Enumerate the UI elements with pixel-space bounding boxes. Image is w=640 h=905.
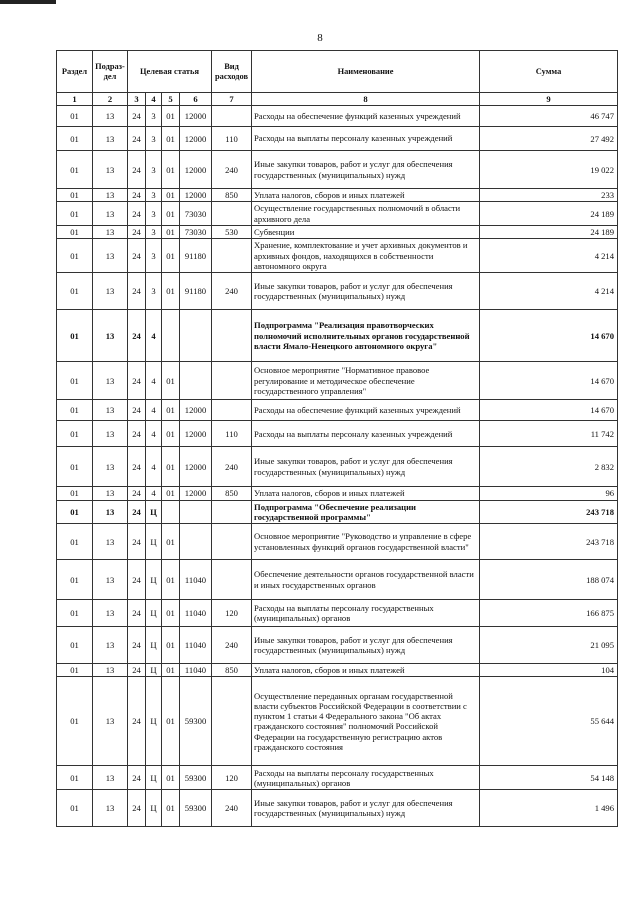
name-cell: Осуществление государственных полномочий в области архивного дела [252,202,480,226]
header-razdel: Раздел [57,51,93,93]
event-cell: 01 [162,106,180,127]
sum-cell: 233 [480,189,618,202]
event-cell: 01 [162,202,180,226]
event-cell: 01 [162,239,180,273]
event-cell: 01 [162,524,180,560]
sum-cell: 46 747 [480,106,618,127]
direction-cell: 11040 [180,560,212,600]
expense-type-cell [212,677,252,766]
razdel-cell: 01 [57,627,93,664]
event-cell: 01 [162,766,180,790]
event-cell: 01 [162,151,180,189]
razdel-cell: 01 [57,500,93,524]
expense-type-cell: 240 [212,151,252,189]
direction-cell: 59300 [180,677,212,766]
podrazdel-cell: 13 [93,487,128,500]
budget-table [56,50,618,827]
event-cell: 01 [162,362,180,400]
sum-cell: 19 022 [480,151,618,189]
direction-cell: 91180 [180,273,212,310]
subprogram-cell: Ц [146,524,162,560]
sum-cell: 188 074 [480,560,618,600]
expense-type-cell: 240 [212,447,252,487]
razdel-cell: 01 [57,400,93,421]
podrazdel-cell: 13 [93,560,128,600]
direction-cell [180,310,212,362]
event-cell: 01 [162,273,180,310]
table-row [57,664,618,677]
podrazdel-cell: 13 [93,127,128,151]
podrazdel-cell: 13 [93,225,128,238]
header-target: Целевая статья [128,51,212,93]
name-cell: Подпрограмма "Реализация правотворческих полномочий исполнительных органов государственной власти Ямало-Ненецкого автономного округа" [252,310,480,362]
event-cell [162,500,180,524]
program-cell: 24 [128,202,146,226]
subprogram-cell: 4 [146,362,162,400]
razdel-cell: 01 [57,362,93,400]
name-cell: Основное мероприятие "Руководство и управление в сфере установленных функций органов государственной власти" [252,524,480,560]
direction-cell: 11040 [180,600,212,627]
program-cell: 24 [128,151,146,189]
event-cell: 01 [162,447,180,487]
col-index: 7 [212,93,252,106]
program-cell: 24 [128,127,146,151]
podrazdel-cell: 13 [93,664,128,677]
sum-cell: 55 644 [480,677,618,766]
podrazdel-cell: 13 [93,790,128,827]
direction-cell: 12000 [180,421,212,447]
name-cell: Расходы на обеспечение функций казенных учреждений [252,106,480,127]
podrazdel-cell: 13 [93,310,128,362]
expense-type-cell [212,202,252,226]
direction-cell: 73030 [180,225,212,238]
expense-type-cell: 530 [212,225,252,238]
subprogram-cell: 3 [146,239,162,273]
direction-cell: 59300 [180,790,212,827]
expense-type-cell [212,500,252,524]
col-index: 4 [146,93,162,106]
table-row [57,189,618,202]
expense-type-cell [212,239,252,273]
name-cell: Иные закупки товаров, работ и услуг для обеспечения государственных (муниципальных) нужд [252,447,480,487]
program-cell: 24 [128,225,146,238]
podrazdel-cell: 13 [93,151,128,189]
direction-cell [180,362,212,400]
subprogram-cell: Ц [146,560,162,600]
table-row [57,273,618,310]
razdel-cell: 01 [57,151,93,189]
col-index: 8 [252,93,480,106]
direction-cell: 12000 [180,106,212,127]
name-cell: Расходы на выплаты персоналу государственных (муниципальных) органов [252,600,480,627]
name-cell: Расходы на обеспечение функций казенных учреждений [252,400,480,421]
sum-cell: 96 [480,487,618,500]
event-cell: 01 [162,421,180,447]
sum-cell: 54 148 [480,766,618,790]
razdel-cell: 01 [57,560,93,600]
subprogram-cell: 3 [146,273,162,310]
subprogram-cell: Ц [146,677,162,766]
razdel-cell: 01 [57,189,93,202]
direction-cell: 12000 [180,151,212,189]
expense-type-cell: 120 [212,600,252,627]
razdel-cell: 01 [57,600,93,627]
podrazdel-cell: 13 [93,189,128,202]
subprogram-cell: Ц [146,627,162,664]
direction-cell: 91180 [180,239,212,273]
program-cell: 24 [128,400,146,421]
sum-cell: 24 189 [480,202,618,226]
subprogram-cell: Ц [146,790,162,827]
podrazdel-cell: 13 [93,627,128,664]
event-cell: 01 [162,400,180,421]
event-cell [162,310,180,362]
expense-type-cell [212,362,252,400]
direction-cell: 12000 [180,400,212,421]
razdel-cell: 01 [57,202,93,226]
program-cell: 24 [128,487,146,500]
table-row [57,560,618,600]
podrazdel-cell: 13 [93,362,128,400]
subprogram-cell: 3 [146,127,162,151]
expense-type-cell: 240 [212,627,252,664]
program-cell: 24 [128,421,146,447]
sum-cell: 11 742 [480,421,618,447]
razdel-cell: 01 [57,524,93,560]
expense-type-cell [212,524,252,560]
top-edge-mark [0,0,56,4]
podrazdel-cell: 13 [93,677,128,766]
razdel-cell: 01 [57,239,93,273]
name-cell: Основное мероприятие "Нормативное правовое регулирование и методическое обеспечение государственного управления" [252,362,480,400]
table-row [57,524,618,560]
name-cell: Уплата налогов, сборов и иных платежей [252,189,480,202]
table-row [57,362,618,400]
sum-cell: 27 492 [480,127,618,151]
sum-cell: 14 670 [480,400,618,421]
program-cell: 24 [128,524,146,560]
header-row [57,51,618,93]
podrazdel-cell: 13 [93,524,128,560]
program-cell: 24 [128,766,146,790]
razdel-cell: 01 [57,664,93,677]
subprogram-cell: 3 [146,225,162,238]
col-index: 1 [57,93,93,106]
sum-cell: 166 875 [480,600,618,627]
program-cell: 24 [128,447,146,487]
direction-cell: 73030 [180,202,212,226]
col-index: 9 [480,93,618,106]
table-row [57,500,618,524]
razdel-cell: 01 [57,766,93,790]
subprogram-cell: Ц [146,600,162,627]
expense-type-cell: 850 [212,487,252,500]
table-row [57,677,618,766]
expense-type-cell [212,560,252,600]
col-index: 5 [162,93,180,106]
event-cell: 01 [162,677,180,766]
subprogram-cell: 3 [146,151,162,189]
event-cell: 01 [162,627,180,664]
program-cell: 24 [128,362,146,400]
name-cell: Расходы на выплаты персоналу государственных (муниципальных) органов [252,766,480,790]
sum-cell: 4 214 [480,273,618,310]
expense-type-cell: 240 [212,790,252,827]
table-row [57,151,618,189]
direction-cell: 11040 [180,664,212,677]
program-cell: 24 [128,627,146,664]
event-cell: 01 [162,560,180,600]
table-row [57,600,618,627]
program-cell: 24 [128,677,146,766]
podrazdel-cell: 13 [93,421,128,447]
event-cell: 01 [162,225,180,238]
program-cell: 24 [128,790,146,827]
podrazdel-cell: 13 [93,447,128,487]
sum-cell: 21 095 [480,627,618,664]
podrazdel-cell: 13 [93,106,128,127]
event-cell: 01 [162,664,180,677]
table-row [57,421,618,447]
event-cell: 01 [162,487,180,500]
header-podrazdel: Подраз-дел [93,51,128,93]
table-row [57,627,618,664]
razdel-cell: 01 [57,421,93,447]
name-cell: Расходы на выплаты персоналу казенных учреждений [252,127,480,151]
table-row [57,202,618,226]
col-index: 6 [180,93,212,106]
razdel-cell: 01 [57,487,93,500]
sum-cell: 243 718 [480,500,618,524]
sum-cell: 2 832 [480,447,618,487]
razdel-cell: 01 [57,106,93,127]
col-index: 2 [93,93,128,106]
name-cell: Уплата налогов, сборов и иных платежей [252,487,480,500]
razdel-cell: 01 [57,790,93,827]
direction-cell: 11040 [180,627,212,664]
table-row [57,225,618,238]
subprogram-cell: 4 [146,310,162,362]
name-cell: Иные закупки товаров, работ и услуг для обеспечения государственных (муниципальных) нужд [252,151,480,189]
event-cell: 01 [162,790,180,827]
direction-cell: 12000 [180,447,212,487]
program-cell: 24 [128,239,146,273]
program-cell: 24 [128,310,146,362]
program-cell: 24 [128,560,146,600]
name-cell: Иные закупки товаров, работ и услуг для обеспечения государственных (муниципальных) нужд [252,627,480,664]
expense-type-cell: 240 [212,273,252,310]
podrazdel-cell: 13 [93,600,128,627]
expense-type-cell: 850 [212,664,252,677]
column-index-row [57,93,618,106]
name-cell: Субвенции [252,225,480,238]
razdel-cell: 01 [57,447,93,487]
table-row [57,106,618,127]
expense-type-cell: 110 [212,127,252,151]
table-row [57,239,618,273]
sum-cell: 1 496 [480,790,618,827]
direction-cell: 12000 [180,189,212,202]
subprogram-cell: 4 [146,421,162,447]
table-row [57,487,618,500]
sum-cell: 104 [480,664,618,677]
table-row [57,400,618,421]
event-cell: 01 [162,189,180,202]
podrazdel-cell: 13 [93,400,128,421]
header-vid: Вид расходов [212,51,252,93]
expense-type-cell: 110 [212,421,252,447]
razdel-cell: 01 [57,310,93,362]
name-cell: Хранение, комплектование и учет архивных документов и архивных фондов, находящихся в собственности автономного округа [252,239,480,273]
razdel-cell: 01 [57,225,93,238]
direction-cell: 12000 [180,487,212,500]
name-cell: Уплата налогов, сборов и иных платежей [252,664,480,677]
sum-cell: 24 189 [480,225,618,238]
subprogram-cell: 3 [146,189,162,202]
event-cell: 01 [162,600,180,627]
expense-type-cell: 850 [212,189,252,202]
program-cell: 24 [128,106,146,127]
expense-type-cell [212,400,252,421]
col-index: 3 [128,93,146,106]
table-row [57,310,618,362]
name-cell: Расходы на выплаты персоналу казенных учреждений [252,421,480,447]
razdel-cell: 01 [57,677,93,766]
subprogram-cell: Ц [146,766,162,790]
subprogram-cell: Ц [146,500,162,524]
name-cell: Осуществление переданных органам государственной власти субъектов Российской Федерации в соответствии с пунктом 1 статьи 4 Федерального закона "Об актах гражданского состояния" полномочий Российской Федерации на государственную регистрацию актов гражданского состояния [252,677,480,766]
event-cell: 01 [162,127,180,151]
page-number: 8 [317,32,323,44]
header-name: Наименование [252,51,480,93]
sum-cell: 14 670 [480,310,618,362]
name-cell: Иные закупки товаров, работ и услуг для обеспечения государственных (муниципальных) нужд [252,273,480,310]
table-row [57,447,618,487]
table-row [57,127,618,151]
podrazdel-cell: 13 [93,202,128,226]
expense-type-cell: 120 [212,766,252,790]
table-row [57,790,618,827]
subprogram-cell: 4 [146,487,162,500]
header-sum: Сумма [480,51,618,93]
program-cell: 24 [128,600,146,627]
subprogram-cell: 4 [146,400,162,421]
sum-cell: 4 214 [480,239,618,273]
direction-cell [180,500,212,524]
direction-cell: 59300 [180,766,212,790]
program-cell: 24 [128,500,146,524]
podrazdel-cell: 13 [93,273,128,310]
sum-cell: 243 718 [480,524,618,560]
subprogram-cell: Ц [146,664,162,677]
table-row [57,766,618,790]
razdel-cell: 01 [57,273,93,310]
razdel-cell: 01 [57,127,93,151]
direction-cell [180,524,212,560]
subprogram-cell: 3 [146,106,162,127]
program-cell: 24 [128,273,146,310]
podrazdel-cell: 13 [93,239,128,273]
expense-type-cell [212,310,252,362]
name-cell: Обеспечение деятельности органов государственной власти и иных государственных органов [252,560,480,600]
sum-cell: 14 670 [480,362,618,400]
direction-cell: 12000 [180,127,212,151]
podrazdel-cell: 13 [93,766,128,790]
table-body [57,106,618,827]
program-cell: 24 [128,189,146,202]
subprogram-cell: 3 [146,202,162,226]
program-cell: 24 [128,664,146,677]
name-cell: Иные закупки товаров, работ и услуг для обеспечения государственных (муниципальных) нужд [252,790,480,827]
name-cell: Подпрограмма "Обеспечение реализации государственной программы" [252,500,480,524]
expense-type-cell [212,106,252,127]
podrazdel-cell: 13 [93,500,128,524]
subprogram-cell: 4 [146,447,162,487]
